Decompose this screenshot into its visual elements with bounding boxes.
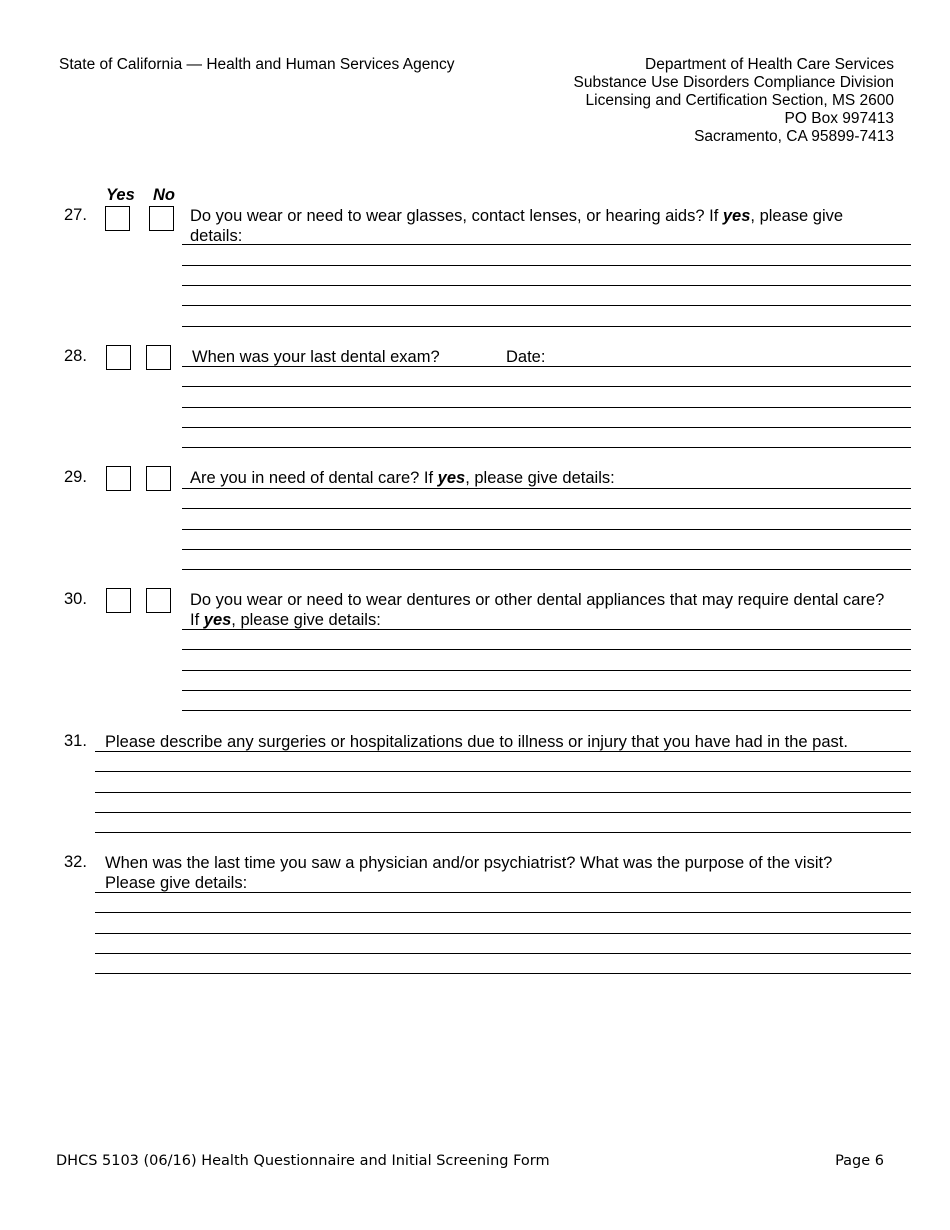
answer-line[interactable] xyxy=(182,690,911,691)
yes-column-header: Yes xyxy=(106,186,135,204)
question-29-number: 29. xyxy=(64,468,87,486)
answer-line[interactable] xyxy=(182,305,911,306)
answer-line[interactable] xyxy=(182,427,911,428)
question-27-yes-checkbox[interactable] xyxy=(105,206,130,231)
question-31-text: Please describe any surgeries or hospitalizations due to illness or injury that you have had in the past. xyxy=(105,733,848,751)
question-30-yes-checkbox[interactable] xyxy=(106,588,131,613)
question-29-text: Are you in need of dental care? If yes, please give details: xyxy=(190,469,615,487)
question-27-text: Do you wear or need to wear glasses, contact lenses, or hearing aids? If yes, please give details: xyxy=(190,207,844,245)
question-30-number: 30. xyxy=(64,590,87,608)
answer-line[interactable] xyxy=(182,326,911,327)
question-32-number: 32. xyxy=(64,853,87,871)
answer-line[interactable] xyxy=(95,751,911,752)
question-28-date-label: Date: xyxy=(506,348,546,366)
answer-line[interactable] xyxy=(95,771,911,772)
department-line: PO Box 997413 xyxy=(784,110,894,127)
question-29-no-checkbox[interactable] xyxy=(146,466,171,491)
answer-line[interactable] xyxy=(182,265,911,266)
answer-line[interactable] xyxy=(95,832,911,833)
department-line: Licensing and Certification Section, MS 2600 xyxy=(585,92,894,109)
answer-line[interactable] xyxy=(95,892,911,893)
answer-line[interactable] xyxy=(182,508,911,509)
answer-line[interactable] xyxy=(95,812,911,813)
question-27-number: 27. xyxy=(64,206,87,224)
question-28-text: When was your last dental exam? xyxy=(192,348,440,366)
answer-line[interactable] xyxy=(95,953,911,954)
answer-line[interactable] xyxy=(182,244,911,245)
answer-line[interactable] xyxy=(182,569,911,570)
department-line: Substance Use Disorders Compliance Division xyxy=(573,74,894,91)
answer-line[interactable] xyxy=(182,529,911,530)
answer-line[interactable] xyxy=(182,447,911,448)
answer-line[interactable] xyxy=(182,710,911,711)
department-line: Sacramento, CA 95899-7413 xyxy=(694,128,894,145)
answer-line[interactable] xyxy=(182,549,911,550)
answer-line[interactable] xyxy=(182,629,911,630)
answer-line[interactable] xyxy=(95,973,911,974)
question-28-yes-checkbox[interactable] xyxy=(106,345,131,370)
answer-line[interactable] xyxy=(95,912,911,913)
answer-line[interactable] xyxy=(182,649,911,650)
answer-line[interactable] xyxy=(182,488,911,489)
department-address xyxy=(574,56,894,146)
question-28-no-checkbox[interactable] xyxy=(146,345,171,370)
form-identifier: DHCS 5103 (06/16) Health Questionnaire and Initial Screening Form xyxy=(56,1153,550,1169)
answer-line[interactable] xyxy=(95,933,911,934)
answer-line[interactable] xyxy=(182,366,911,367)
answer-line[interactable] xyxy=(182,285,911,286)
department-line: Department of Health Care Services xyxy=(645,56,894,73)
question-29-yes-checkbox[interactable] xyxy=(106,466,131,491)
question-32-text: When was the last time you saw a physician and/or psychiatrist? What was the purpose of the visit? Please give details: xyxy=(105,854,833,892)
answer-line[interactable] xyxy=(182,386,911,387)
question-31-number: 31. xyxy=(64,732,87,750)
question-27-no-checkbox[interactable] xyxy=(149,206,174,231)
question-30-text: Do you wear or need to wear dentures or other dental appliances that may require dental care? If yes, please give details: xyxy=(190,591,885,629)
page-number: Page 6 xyxy=(835,1153,884,1169)
question-28-number: 28. xyxy=(64,347,87,365)
answer-line[interactable] xyxy=(95,792,911,793)
answer-line[interactable] xyxy=(182,407,911,408)
question-30-no-checkbox[interactable] xyxy=(146,588,171,613)
agency-name: State of California — Health and Human Services Agency xyxy=(59,56,455,73)
answer-line[interactable] xyxy=(182,670,911,671)
no-column-header: No xyxy=(153,186,175,204)
